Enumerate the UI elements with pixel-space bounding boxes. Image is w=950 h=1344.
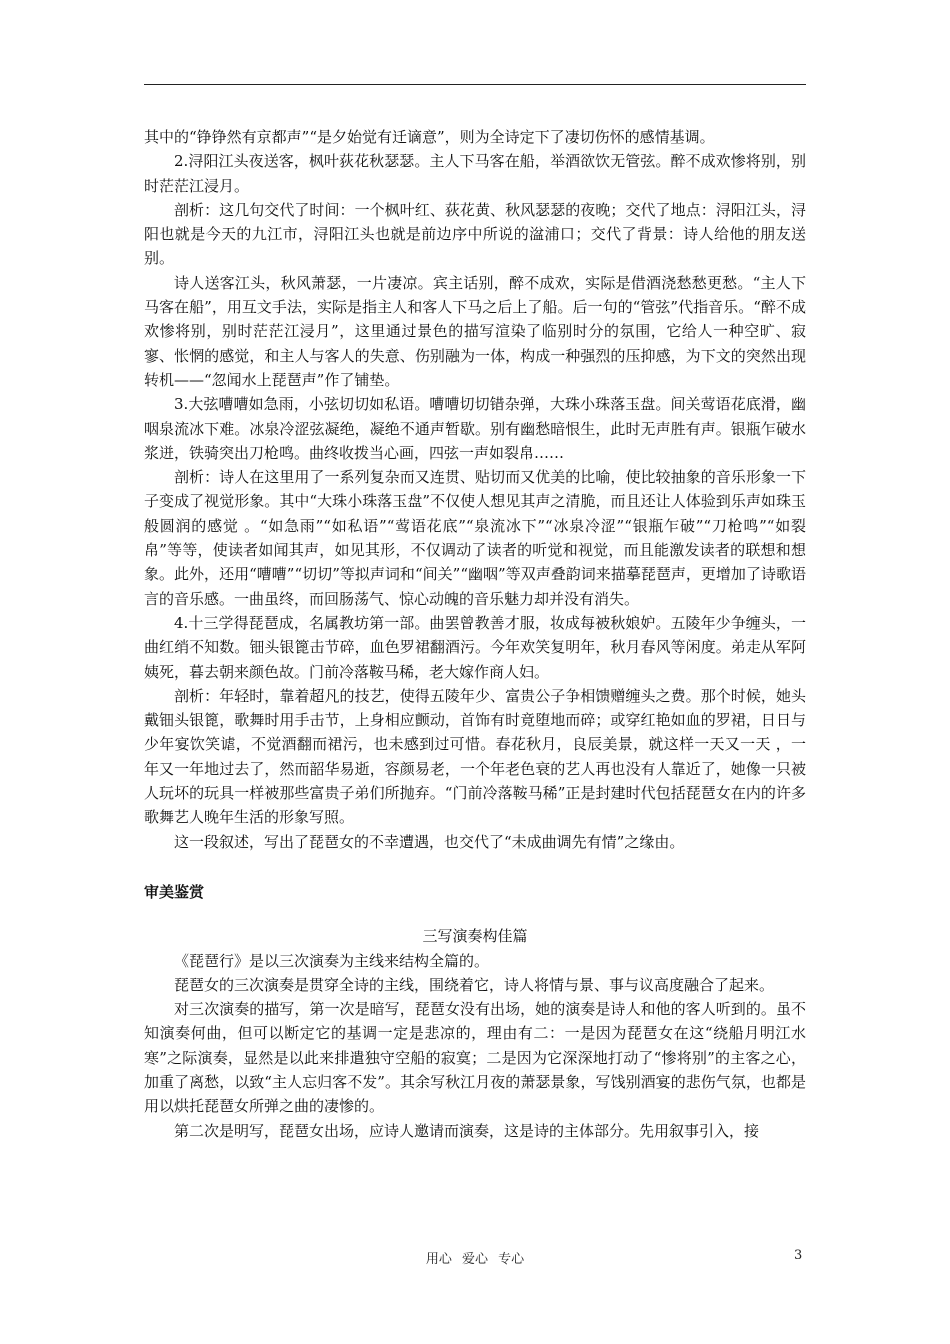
poem-excerpt-2: 2.浔阳江头夜送客，枫叶荻花秋瑟瑟。主人下马客在船，举酒欲饮无管弦。醉不成欢惨将别，别时茫茫江浸月。 [144, 152, 806, 195]
article-paragraph-1: 《琵琶行》是以三次演奏为主线来结构全篇的。 [174, 951, 490, 970]
article-paragraph-2: 琵琶女的三次演奏是贯穿全诗的主线，围绕着它，诗人将情与景、事与议高度融合了起来。 [174, 975, 775, 994]
summary-paragraph: 这一段叙述，写出了琵琶女的不幸遭遇，也交代了“未成曲调先有情”之缘由。 [174, 832, 685, 851]
analysis-2-continued: 诗人送客江头，秋风萧瑟，一片凄凉。宾主话别，醉不成欢，实际是借酒浇愁愁更愁。“主人下马客在船”，用互文手法，实际是指主人和客人下马之后上了船。后一句的“管弦”代指音乐。“醉不成欢惨将别，别时茫茫江浸月”，这里通过景色的描写渲染了临别时分的氛围，它给人一种空旷、寂寥、怅惘的感觉，和主人与客人的失意、伤别融为一体，构成一种强烈的压抑感，为下文的突然出现转机——“忽闻水上琵琶声”作了铺垫。 [144, 273, 806, 389]
header-rule [144, 84, 806, 85]
page-number: 3 [794, 1248, 803, 1263]
article-paragraph-4: 第二次是明写，琵琶女出场，应诗人邀请而演奏，这是诗的主体部分。先用叙事引入，接 [174, 1121, 760, 1140]
page-body [144, 125, 806, 1143]
section-heading: 审美鉴赏 [144, 882, 205, 901]
article-title: 三写演奏构佳篇 [422, 927, 528, 946]
footer-motto: 用心 爱心 专心 [425, 1252, 525, 1267]
poem-excerpt-3: 3.大弦嘈嘈如急雨，小弦切切如私语。嘈嘈切切错杂弹，大珠小珠落玉盘。间关莺语花底滑，幽咽泉流冰下难。冰泉冷涩弦凝绝，凝绝不通声暂歇。别有幽愁暗恨生，此时无声胜有声。银瓶乍破水浆迸，铁骑突出刀枪鸣。曲终收拨当心画，四弦一声如裂帛…… [144, 395, 806, 462]
article-paragraph-3: 对三次演奏的描写，第一次是暗写，琵琶女没有出场，她的演奏是诗人和他的客人听到的。虽不知演奏何曲，但可以断定它的基调一定是悲凉的，理由有二：一是因为琵琶女在这“绕船月明江水寒”之际演奏，显然是以此来排遣独守空船的寂寞；二是因为它深深地打动了“惨将别”的主客之心，加重了离愁，以致“主人忘归客不发”。其余写秋江月夜的萧瑟景象，写饯别酒宴的悲伤气氛，也都是用以烘托琵琶女所弹之曲的凄惨的。 [144, 1000, 806, 1116]
analysis-3: 剖析：诗人在这里用了一系列复杂而又连贯、贴切而又优美的比喻，使比较抽象的音乐形象一下子变成了视觉形象。其中“大珠小珠落玉盘”不仅使人想见其声之清脆，而且还让人体验到乐声如珠玉般圆润的感觉 。“如急雨”“如私语”“莺语花底”“泉流冰下”“冰泉冷涩”“银瓶乍破”“刀枪鸣”“如裂帛”等等，使读者如闻其声，如见其形，不仅调动了读者的听觉和视觉，而且能激发读者的联想和想象。此外，还用“嘈嘈”“切切”等拟声词和“间关”“幽咽”等双声叠韵词来描摹琵琶声，更增加了诗歌语言的音乐感。一曲虽终，而回肠荡气、惊心动魄的音乐魅力却并没有消失。 [144, 468, 806, 608]
analysis-2: 剖析：这几句交代了时间：一个枫叶红、荻花黄、秋风瑟瑟的夜晚；交代了地点：浔阳江头，浔阳也就是今天的九江市，浔阳江头也就是前边序中所说的湓浦口；交代了背景：诗人给他的朋友送别。 [144, 200, 806, 268]
poem-excerpt-4: 4.十三学得琵琶成，名属教坊第一部。曲罢曾教善才服，妆成每被秋娘妒。五陵年少争缠头，一曲红绡不知数。钿头银篦击节碎，血色罗裙翻酒污。今年欢笑复明年，秋月春风等闲度。弟走从军阿姨死，暮去朝来颜色故。门前冷落鞍马稀，老大嫁作商人妇。 [144, 613, 806, 681]
paragraph-continuation: 其中的“铮铮然有京都声”“是夕始觉有迁谪意”，则为全诗定下了凄切伤怀的感情基调。 [144, 128, 715, 146]
analysis-4: 剖析：年轻时，靠着超凡的技艺，使得五陵年少、富贵公子争相馈赠缠头之费。那个时候，她头戴钿头银篦，歌舞时用手击节，上身相应颤动，首饰有时竟堕地而碎；或穿红艳如血的罗裙，日日与少年宴饮笑谑，不觉酒翻而裙污，也未感到过可惜。春花秋月，良辰美景，就这样一天又一天 ，一年又一年地过去了，然而韶华易逝，容颜易老，一个年老色衰的艺人再也没有人靠近了，她像一只被人玩坏的玩具一样被那些富贵子弟们所抛弃。“门前冷落鞍马稀”正是封建时代包括琵琶女在内的许多歌舞艺人晚年生活的形象写照。 [144, 686, 806, 827]
